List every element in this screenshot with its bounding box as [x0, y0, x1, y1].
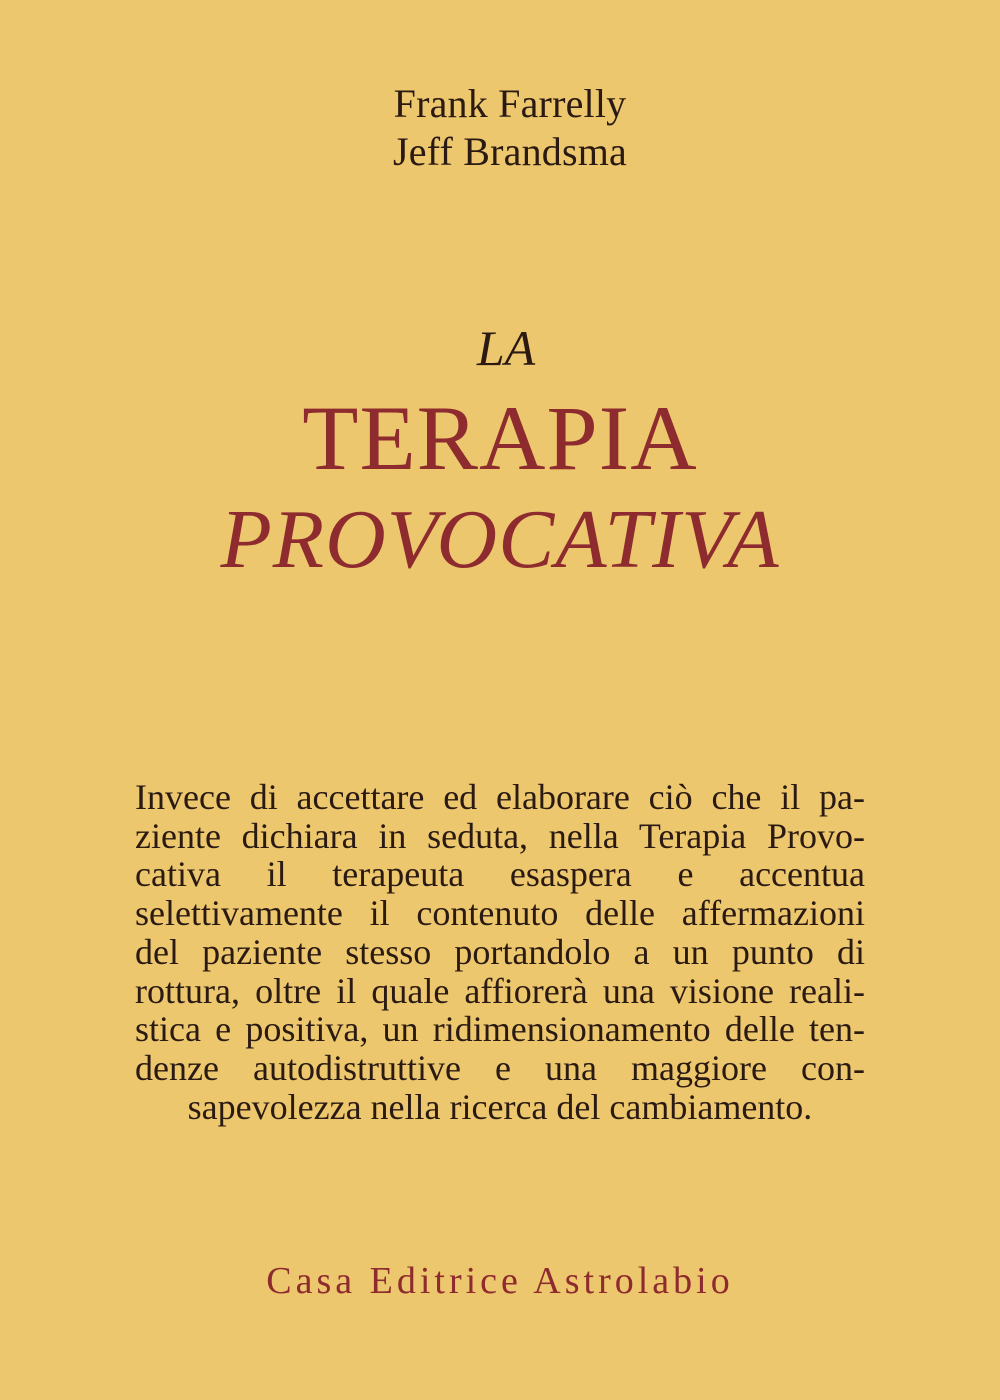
blurb-text: [135, 778, 865, 1126]
blurb-line: rottura, oltre il quale affiorerà una visione reali-: [135, 970, 865, 1011]
blurb-line: del paziente stesso portandolo a un punto di: [135, 931, 865, 972]
authors: [0, 80, 1000, 176]
blurb-line: selettivamente il contenuto delle affermazioni: [135, 893, 865, 934]
blurb-line: sapevolezza nella ricerca del cambiamento.: [187, 1086, 813, 1127]
title-article: LA: [476, 320, 536, 376]
blurb-line: Invece di accettare ed elaborare ciò che il pa-: [135, 777, 865, 817]
blurb-line: cativa il terapeuta esaspera e accentua: [135, 854, 865, 895]
book-title: [0, 318, 1000, 590]
blurb-line: ziente dichiara in seduta, nella Terapia Provo-: [135, 815, 865, 856]
author-name: Jeff Brandsma: [392, 129, 628, 174]
publisher-name: Casa Editrice Astrolabio: [266, 1260, 734, 1302]
title-subtitle: PROVOCATIVA: [220, 493, 780, 586]
author-name: Frank Farrelly: [393, 81, 627, 126]
title-main: TERAPIA: [302, 387, 698, 489]
blurb-line: denze autodistruttive e una maggiore con-: [135, 1047, 865, 1088]
blurb-line: stica e positiva, un ridimensionamento delle ten-: [135, 1009, 865, 1050]
